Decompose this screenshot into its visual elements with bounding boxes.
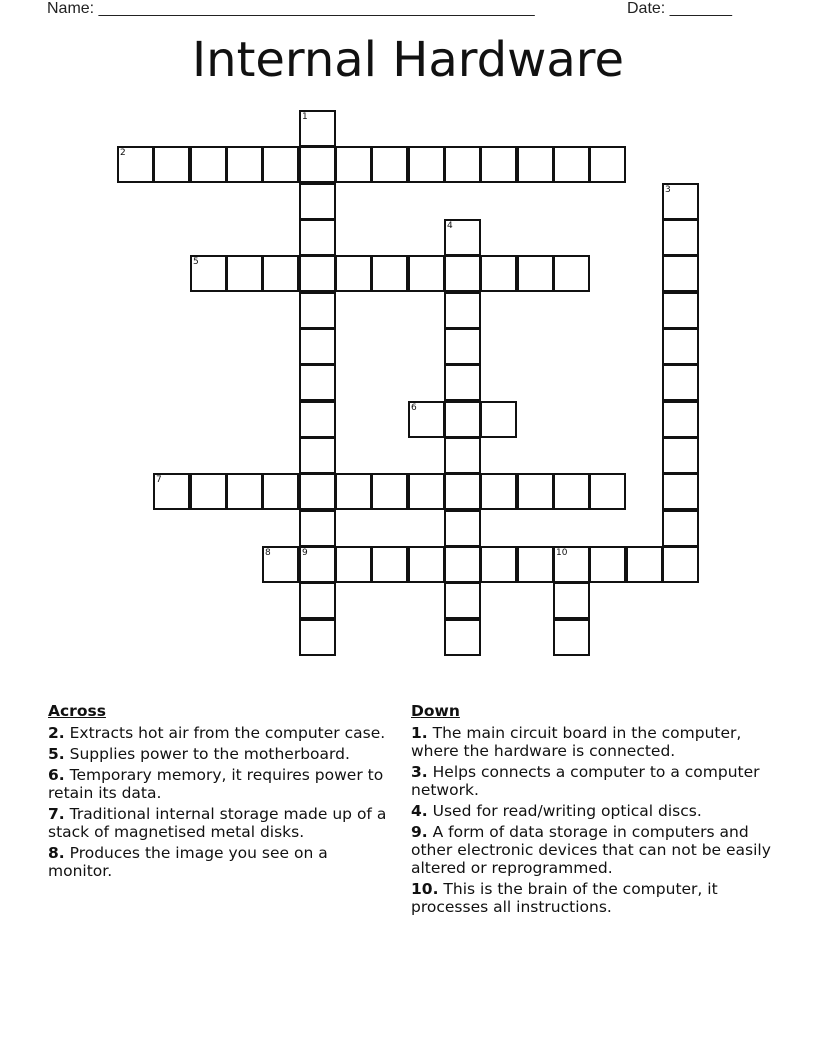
grid-cell[interactable] (444, 401, 481, 438)
grid-cell[interactable] (662, 510, 699, 547)
grid-cell[interactable] (517, 255, 554, 292)
grid-cell[interactable] (480, 146, 517, 183)
grid-cell[interactable] (371, 255, 408, 292)
grid-cell[interactable] (517, 546, 554, 583)
across-clues (48, 702, 388, 883)
grid-cell[interactable] (662, 255, 699, 292)
clue-number: 1. (411, 724, 428, 742)
grid-cell[interactable] (662, 183, 699, 220)
grid-cell[interactable] (662, 401, 699, 438)
grid-cell[interactable] (408, 401, 445, 438)
grid-cell[interactable] (371, 146, 408, 183)
grid-cell[interactable] (444, 437, 481, 474)
grid-cell[interactable] (335, 146, 372, 183)
grid-cell[interactable] (444, 546, 481, 583)
grid-cell[interactable] (371, 473, 408, 510)
clue-number: 3. (411, 763, 428, 781)
down-heading: Down (411, 702, 460, 720)
grid-cell[interactable] (335, 473, 372, 510)
grid-cell[interactable] (299, 183, 336, 220)
cell-number: 5 (193, 257, 199, 267)
grid-cell[interactable] (480, 546, 517, 583)
grid-cell[interactable] (444, 473, 481, 510)
date-field[interactable]: Date: _______ (627, 0, 732, 17)
grid-cell[interactable] (662, 328, 699, 365)
name-field[interactable]: Name: _________________________________________________ (47, 0, 535, 17)
grid-cell[interactable] (553, 146, 590, 183)
grid-cell[interactable] (299, 364, 336, 401)
cell-number: 7 (156, 475, 162, 485)
grid-cell[interactable] (662, 292, 699, 329)
cell-number: 10 (556, 548, 568, 558)
grid-cell[interactable] (480, 473, 517, 510)
cell-number: 6 (411, 403, 417, 413)
grid-cell[interactable] (444, 510, 481, 547)
clue-down-9 (411, 823, 771, 877)
grid-cell[interactable] (299, 146, 336, 183)
grid-cell[interactable] (662, 546, 699, 583)
grid-cell[interactable] (444, 619, 481, 656)
grid-cell[interactable] (444, 255, 481, 292)
grid-cell[interactable] (480, 401, 517, 438)
grid-cell[interactable] (299, 582, 336, 619)
grid-cell[interactable] (444, 292, 481, 329)
grid-cell[interactable] (262, 146, 299, 183)
across-heading: Across (48, 702, 106, 720)
grid-cell[interactable] (553, 546, 590, 583)
grid-cell[interactable] (662, 473, 699, 510)
clue-down-3 (411, 763, 771, 799)
grid-cell[interactable] (589, 546, 626, 583)
cell-number: 3 (665, 185, 671, 195)
grid-cell[interactable] (153, 473, 190, 510)
page-title: Internal Hardware (192, 32, 624, 88)
grid-cell[interactable] (153, 146, 190, 183)
grid-cell[interactable] (299, 510, 336, 547)
clue-down-10 (411, 880, 771, 916)
cell-number: 9 (302, 548, 308, 558)
grid-cell[interactable] (262, 255, 299, 292)
grid-cell[interactable] (626, 546, 663, 583)
clue-text: Supplies power to the motherboard. (69, 745, 350, 763)
clue-across-7 (48, 805, 388, 841)
clue-text: Traditional internal storage made up of a stack of magnetised metal disks. (48, 805, 387, 841)
grid-cell[interactable] (299, 546, 336, 583)
grid-cell[interactable] (517, 473, 554, 510)
grid-cell[interactable] (299, 292, 336, 329)
grid-cell[interactable] (299, 473, 336, 510)
grid-cell[interactable] (517, 146, 554, 183)
grid-cell[interactable] (553, 473, 590, 510)
clue-number: 2. (48, 724, 65, 742)
grid-cell[interactable] (553, 582, 590, 619)
clue-across-5 (48, 745, 388, 763)
clue-across-6 (48, 766, 388, 802)
grid-cell[interactable] (299, 437, 336, 474)
grid-cell[interactable] (662, 437, 699, 474)
grid-cell[interactable] (408, 146, 445, 183)
grid-cell[interactable] (190, 255, 227, 292)
grid-cell[interactable] (480, 255, 517, 292)
down-clues (411, 702, 771, 919)
clue-number: 5. (48, 745, 65, 763)
grid-cell[interactable] (553, 255, 590, 292)
grid-cell[interactable] (226, 146, 263, 183)
grid-cell[interactable] (408, 473, 445, 510)
grid-cell[interactable] (553, 619, 590, 656)
grid-cell[interactable] (299, 219, 336, 256)
clue-text: Used for read/writing optical discs. (432, 802, 702, 820)
clue-number: 9. (411, 823, 428, 841)
grid-cell[interactable] (662, 364, 699, 401)
grid-cell[interactable] (262, 546, 299, 583)
grid-cell[interactable] (226, 255, 263, 292)
grid-cell[interactable] (589, 473, 626, 510)
clue-text: This is the brain of the computer, it processes all instructions. (411, 880, 718, 916)
grid-cell[interactable] (408, 546, 445, 583)
clue-text: The main circuit board in the computer, where the hardware is connected. (411, 724, 742, 760)
grid-cell[interactable] (299, 328, 336, 365)
clue-down-1 (411, 724, 771, 760)
clue-text: Temporary memory, it requires power to retain its data. (48, 766, 384, 802)
grid-cell[interactable] (335, 255, 372, 292)
grid-cell[interactable] (226, 473, 263, 510)
grid-cell[interactable] (589, 146, 626, 183)
grid-cell[interactable] (335, 546, 372, 583)
grid-cell[interactable] (262, 473, 299, 510)
grid-cell[interactable] (444, 219, 481, 256)
grid-cell[interactable] (444, 146, 481, 183)
cell-number: 2 (120, 148, 126, 158)
grid-cell[interactable] (408, 255, 445, 292)
grid-cell[interactable] (190, 473, 227, 510)
cell-number: 1 (302, 112, 308, 122)
clue-number: 6. (48, 766, 65, 784)
grid-cell[interactable] (117, 146, 154, 183)
clue-number: 10. (411, 880, 439, 898)
clue-text: Helps connects a computer to a computer network. (411, 763, 760, 799)
grid-cell[interactable] (371, 546, 408, 583)
clue-number: 4. (411, 802, 428, 820)
grid-cell[interactable] (444, 328, 481, 365)
cell-number: 8 (265, 548, 271, 558)
grid-cell[interactable] (299, 255, 336, 292)
clue-across-2 (48, 724, 388, 742)
clue-text: Produces the image you see on a monitor. (48, 844, 328, 880)
clue-text: Extracts hot air from the computer case. (69, 724, 386, 742)
grid-cell[interactable] (190, 146, 227, 183)
grid-cell[interactable] (299, 619, 336, 656)
clue-across-8 (48, 844, 388, 880)
grid-cell[interactable] (444, 364, 481, 401)
grid-cell[interactable] (662, 219, 699, 256)
clue-number: 8. (48, 844, 65, 862)
clue-number: 7. (48, 805, 65, 823)
grid-cell[interactable] (299, 110, 336, 147)
clue-text: A form of data storage in computers and other electronic devices that can not be easily altered or reprogrammed. (411, 823, 771, 877)
grid-cell[interactable] (444, 582, 481, 619)
cell-number: 4 (447, 221, 453, 231)
clue-down-4 (411, 802, 771, 820)
grid-cell[interactable] (299, 401, 336, 438)
